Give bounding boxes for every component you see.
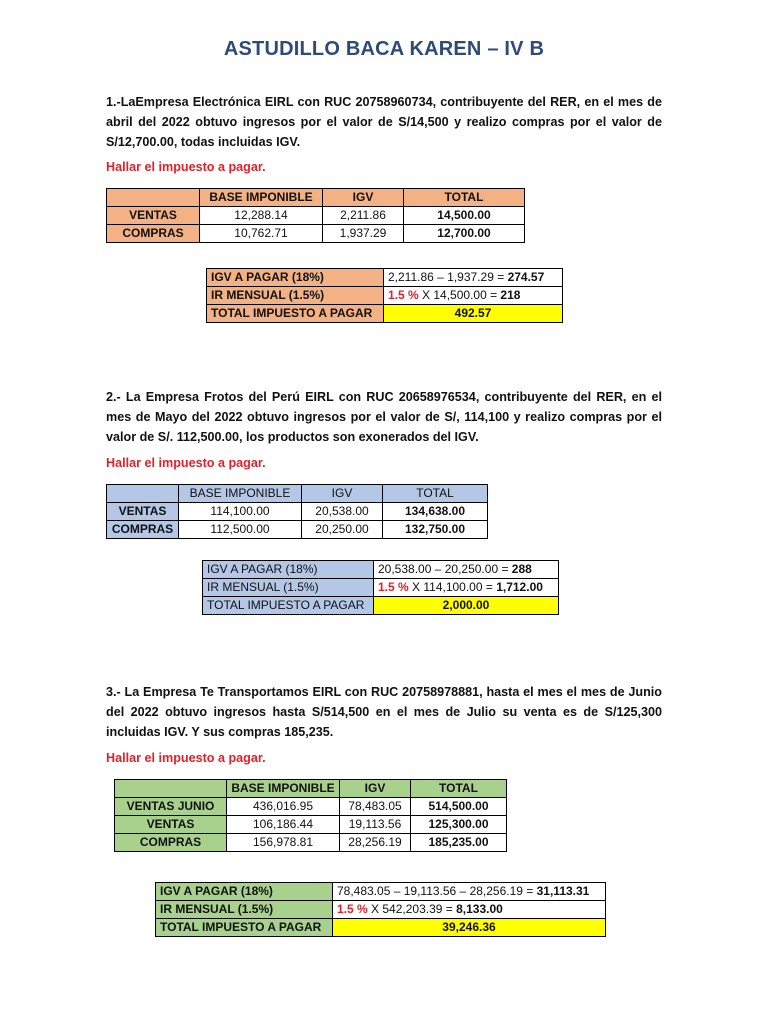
cell-total: 134,638.00	[383, 503, 488, 521]
cell-igv: 1,937.29	[323, 225, 404, 243]
table-header: TOTAL	[383, 485, 488, 503]
cell-base: 10,762.71	[200, 225, 323, 243]
cell-igv: 28,256.19	[340, 834, 411, 852]
cell-base: 156,978.81	[227, 834, 340, 852]
problem-2-task: Hallar el impuesto a pagar.	[106, 456, 266, 470]
cell-total: 12,700.00	[404, 225, 525, 243]
table-row	[107, 225, 525, 243]
cell-total: 125,300.00	[411, 816, 507, 834]
row-label: VENTAS JUNIO	[115, 798, 227, 816]
table-header-row	[115, 780, 507, 798]
problem-1-summary	[206, 268, 563, 323]
total-value: 492.57	[384, 305, 563, 323]
ir-label: IR MENSUAL (1.5%)	[203, 579, 374, 597]
table-header: BASE IMPONIBLE	[227, 780, 340, 798]
cell-base: 114,100.00	[179, 503, 302, 521]
problem-3-table	[114, 779, 507, 852]
row-label: VENTAS	[107, 503, 179, 521]
cell-igv: 2,211.86	[323, 207, 404, 225]
table-header: BASE IMPONIBLE	[200, 189, 323, 207]
igv-calc: 20,538.00 – 20,250.00 = 288	[374, 561, 559, 579]
cell-igv: 19,113.56	[340, 816, 411, 834]
total-value: 39,246.36	[333, 919, 606, 937]
problem-2-table	[106, 484, 488, 539]
cell-base: 112,500.00	[179, 521, 302, 539]
table-row	[115, 798, 507, 816]
problem-3-summary	[155, 882, 606, 937]
cell-igv: 20,538.00	[302, 503, 383, 521]
cell-total: 185,235.00	[411, 834, 507, 852]
table-header: IGV	[340, 780, 411, 798]
cell-base: 106,186.44	[227, 816, 340, 834]
cell-base: 12,288.14	[200, 207, 323, 225]
table-row	[115, 816, 507, 834]
problem-2-statement: 2.- La Empresa Frotos del Perú EIRL con RUC 20658976534, contribuyente del RER, en el mes de Mayo del 2022 obtuvo ingresos por el valor de S/, 114,100 y realizo compras por el valor de S/. 112,500.00, los productos son exonerados del IGV.	[106, 390, 662, 444]
total-label: TOTAL IMPUESTO A PAGAR	[207, 305, 384, 323]
table-row	[115, 834, 507, 852]
ir-calc: 1.5 % X 14,500.00 = 218	[384, 287, 563, 305]
table-header: TOTAL	[411, 780, 507, 798]
table-corner	[115, 780, 227, 798]
total-label: TOTAL IMPUESTO A PAGAR	[203, 597, 374, 615]
problem-3-task: Hallar el impuesto a pagar.	[106, 751, 266, 765]
row-label: COMPRAS	[107, 225, 200, 243]
table-header: IGV	[323, 189, 404, 207]
total-value: 2,000.00	[374, 597, 559, 615]
table-header-row	[107, 189, 525, 207]
table-header: BASE IMPONIBLE	[179, 485, 302, 503]
table-header-row	[107, 485, 488, 503]
cell-igv: 20,250.00	[302, 521, 383, 539]
cell-base: 436,016.95	[227, 798, 340, 816]
ir-label: IR MENSUAL (1.5%)	[156, 901, 333, 919]
row-label: VENTAS	[115, 816, 227, 834]
table-header: IGV	[302, 485, 383, 503]
problem-1-statement: 1.-LaEmpresa Electrónica EIRL con RUC 20758960734, contribuyente del RER, en el mes de abril del 2022 obtuvo ingresos por el valor de S/14,500 y realizo compras por el valor de S/12,700.00, todas incluidas IGV.	[106, 95, 662, 149]
cell-total: 132,750.00	[383, 521, 488, 539]
problem-2-summary	[202, 560, 559, 615]
table-corner	[107, 485, 179, 503]
table-corner	[107, 189, 200, 207]
cell-total: 514,500.00	[411, 798, 507, 816]
row-label: VENTAS	[107, 207, 200, 225]
ir-calc: 1.5 % X 542,203.39 = 8,133.00	[333, 901, 606, 919]
igv-calc: 2,211.86 – 1,937.29 = 274.57	[384, 269, 563, 287]
total-label: TOTAL IMPUESTO A PAGAR	[156, 919, 333, 937]
problem-1-task: Hallar el impuesto a pagar.	[106, 160, 266, 174]
table-row	[107, 521, 488, 539]
cell-total: 14,500.00	[404, 207, 525, 225]
ir-calc: 1.5 % X 114,100.00 = 1,712.00	[374, 579, 559, 597]
row-label: COMPRAS	[115, 834, 227, 852]
cell-igv: 78,483.05	[340, 798, 411, 816]
table-row	[107, 503, 488, 521]
page-title: ASTUDILLO BACA KAREN – IV B	[223, 38, 545, 60]
igv-label: IGV A PAGAR (18%)	[207, 269, 384, 287]
table-header: TOTAL	[404, 189, 525, 207]
ir-label: IR MENSUAL (1.5%)	[207, 287, 384, 305]
row-label: COMPRAS	[107, 521, 179, 539]
igv-label: IGV A PAGAR (18%)	[203, 561, 374, 579]
problem-1-table	[106, 188, 525, 243]
igv-label: IGV A PAGAR (18%)	[156, 883, 333, 901]
igv-calc: 78,483.05 – 19,113.56 – 28,256.19 = 31,113.31	[333, 883, 606, 901]
table-row	[107, 207, 525, 225]
problem-3-statement: 3.- La Empresa Te Transportamos EIRL con RUC 20758978881, hasta el mes el mes de Junio del 2022 obtuvo ingresos hasta S/514,500 en el mes de Julio su venta es de S/125,300 incluidas IGV. Y sus compras 185,235.	[106, 685, 662, 739]
